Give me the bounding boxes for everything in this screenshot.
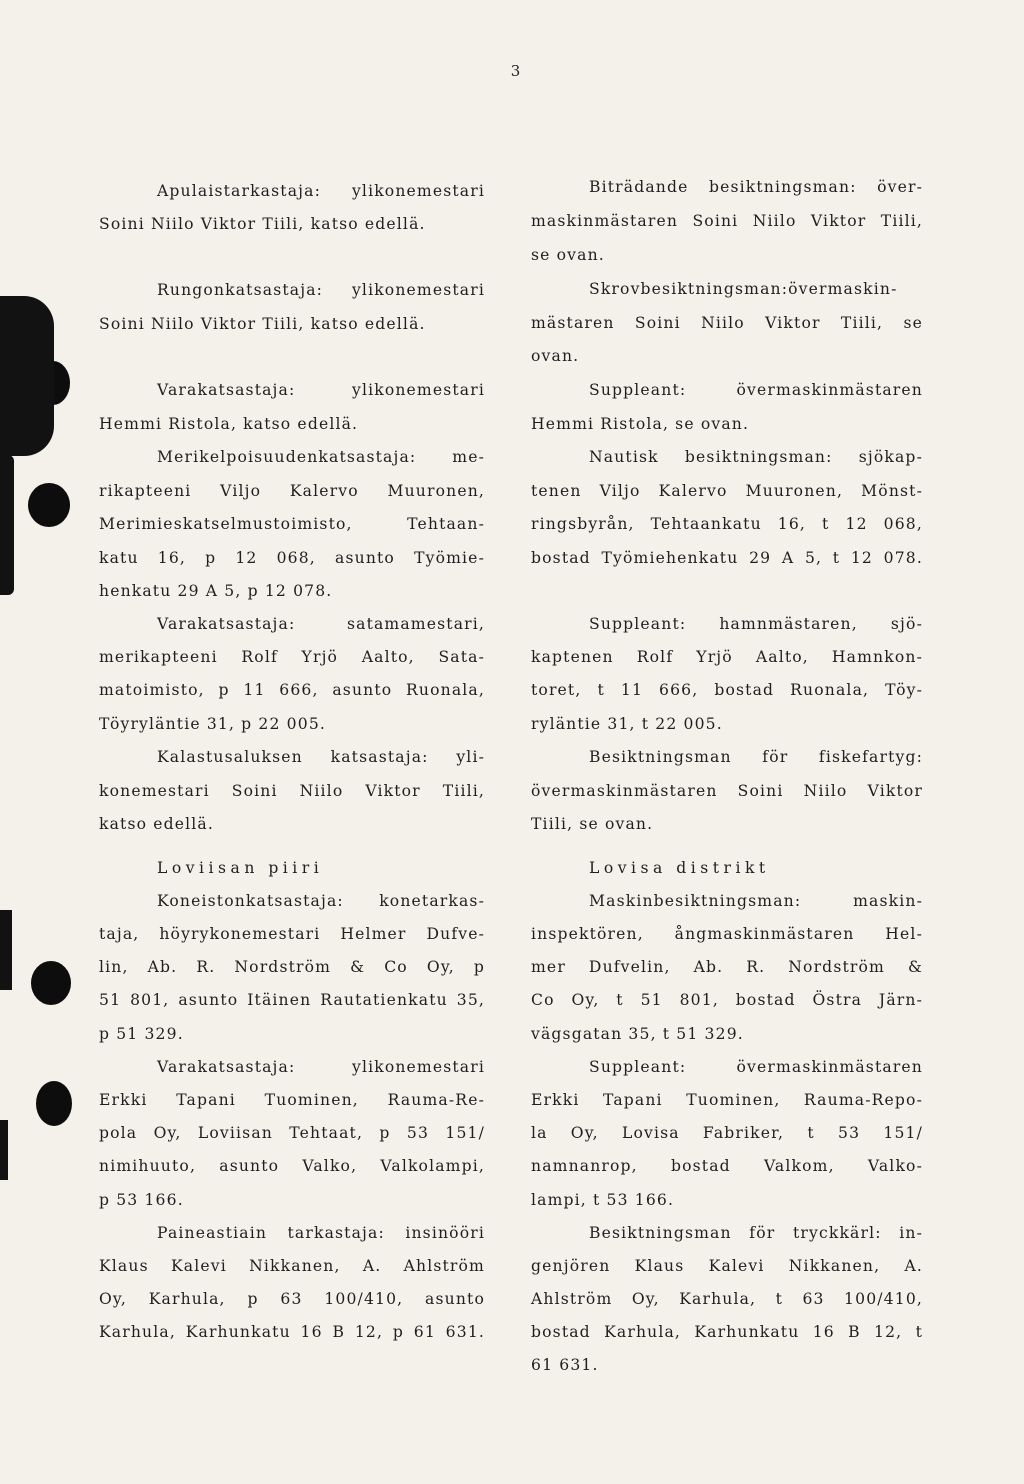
text-line: ringsbyrån, Tehtaankatu 16, t 12 068, xyxy=(531,515,923,533)
left-edge-mark xyxy=(0,455,14,595)
text-line: Maskinbesiktningsman: maskin- xyxy=(589,892,923,910)
text-line: Skrovbesiktningsman:övermaskin- xyxy=(589,280,898,298)
text-line: bostad Karhula, Karhunkatu 16 B 12, t xyxy=(531,1323,923,1341)
page-number: 3 xyxy=(510,62,522,80)
text-line: Töyryläntie 31, p 22 005. xyxy=(99,715,326,733)
text-line: nimihuuto, asunto Valko, Valkolampi, xyxy=(99,1157,485,1175)
text-line: Paineastiain tarkastaja: insinööri xyxy=(157,1224,485,1242)
text-line: Kalastusaluksen katsastaja: yli- xyxy=(157,748,485,766)
text-line: Besiktningsman för tryckkärl: in- xyxy=(589,1224,923,1242)
text-line: Soini Niilo Viktor Tiili, katso edellä. xyxy=(99,215,426,233)
punch-hole-4 xyxy=(36,1081,72,1126)
text-line: pola Oy, Loviisan Tehtaat, p 53 151/ xyxy=(99,1124,485,1142)
text-line: Biträdande besiktningsman: över- xyxy=(589,178,923,196)
text-line: maskinmästaren Soini Niilo Viktor Tiili, xyxy=(531,212,923,230)
text-line: genjören Klaus Kalevi Nikkanen, A. xyxy=(531,1257,923,1275)
text-line: merikapteeni Rolf Yrjö Aalto, Sata- xyxy=(99,648,485,666)
text-line: matoimisto, p 11 666, asunto Ruonala, xyxy=(99,681,485,699)
text-line: toret, t 11 666, bostad Ruonala, Töy- xyxy=(531,681,923,699)
text-line: Koneistonkatsastaja: konetarkas- xyxy=(157,892,485,910)
text-line: p 53 166. xyxy=(99,1191,184,1209)
text-line: Merikelpoisuudenkatsastaja: me- xyxy=(157,448,485,466)
text-line: vägsgatan 35, t 51 329. xyxy=(531,1025,744,1043)
text-line: Varakatsastaja: ylikonemestari xyxy=(157,381,485,399)
text-line: tenen Viljo Kalervo Muuronen, Mönst- xyxy=(531,482,923,500)
text-line: Nautisk besiktningsman: sjökap- xyxy=(589,448,923,466)
text-line: ovan. xyxy=(531,347,580,365)
text-line: Klaus Kalevi Nikkanen, A. Ahlström xyxy=(99,1257,485,1275)
text-line: Suppleant: hamnmästaren, sjö- xyxy=(589,615,923,633)
text-line: 61 631. xyxy=(531,1356,599,1374)
text-line: 51 801, asunto Itäinen Rautatienkatu 35, xyxy=(99,991,485,1009)
text-line: konemestari Soini Niilo Viktor Tiili, xyxy=(99,782,485,800)
text-line: Karhula, Karhunkatu 16 B 12, p 61 631. xyxy=(99,1323,485,1341)
text-line: mästaren Soini Niilo Viktor Tiili, se xyxy=(531,314,923,332)
text-line: Apulaistarkastaja: ylikonemestari xyxy=(157,182,485,200)
text-line: Soini Niilo Viktor Tiili, katso edellä. xyxy=(99,315,426,333)
text-line: p 51 329. xyxy=(99,1025,184,1043)
left-edge-mark xyxy=(0,1120,8,1180)
text-line: Suppleant: övermaskinmästaren xyxy=(589,381,923,399)
text-line: Rungonkatsastaja: ylikonemestari xyxy=(157,281,485,299)
text-line: la Oy, Lovisa Fabriker, t 53 151/ xyxy=(531,1124,923,1142)
text-line: Erkki Tapani Tuominen, Rauma-Re- xyxy=(99,1091,485,1109)
text-line: övermaskinmästaren Soini Niilo Viktor xyxy=(531,782,923,800)
text-line: se ovan. xyxy=(531,246,605,264)
text-line: namnanrop, bostad Valkom, Valko- xyxy=(531,1157,923,1175)
text-line: inspektören, ångmaskinmästaren Hel- xyxy=(531,925,923,943)
text-line: Varakatsastaja: satamamestari, xyxy=(157,615,485,633)
text-line: bostad Työmiehenkatu 29 A 5, t 12 078. xyxy=(531,549,923,567)
text-line: Merimieskatselmustoimisto, Tehtaan- xyxy=(99,515,485,533)
text-line: rikapteeni Viljo Kalervo Muuronen, xyxy=(99,482,485,500)
left-edge-mark xyxy=(0,910,12,990)
text-line: Tiili, se ovan. xyxy=(531,815,654,833)
text-line: ryläntie 31, t 22 005. xyxy=(531,715,723,733)
left-edge-mark xyxy=(0,296,54,456)
punch-hole-2 xyxy=(28,483,70,527)
text-line: mer Dufvelin, Ab. R. Nordström & xyxy=(531,958,923,976)
text-line: katu 16, p 12 068, asunto Työmie- xyxy=(99,549,485,567)
text-line: Besiktningsman för fiskefartyg: xyxy=(589,748,923,766)
text-line: taja, höyrykonemestari Helmer Dufve- xyxy=(99,925,485,943)
section-heading: Lovisa distrikt xyxy=(589,859,770,877)
text-line: Oy, Karhula, p 63 100/410, asunto xyxy=(99,1290,485,1308)
text-line: Co Oy, t 51 801, bostad Östra Järn- xyxy=(531,991,923,1009)
text-line: lampi, t 53 166. xyxy=(531,1191,675,1209)
text-line: Varakatsastaja: ylikonemestari xyxy=(157,1058,485,1076)
text-line: Hemmi Ristola, katso edellä. xyxy=(99,415,359,433)
section-heading: Loviisan piiri xyxy=(157,859,324,877)
text-line: Ahlström Oy, Karhula, t 63 100/410, xyxy=(531,1290,923,1308)
text-line: Suppleant: övermaskinmästaren xyxy=(589,1058,923,1076)
text-line: katso edellä. xyxy=(99,815,214,833)
text-line: lin, Ab. R. Nordström & Co Oy, p xyxy=(99,958,485,976)
punch-hole-3 xyxy=(31,961,71,1005)
text-line: Erkki Tapani Tuominen, Rauma-Repo- xyxy=(531,1091,923,1109)
text-line: henkatu 29 A 5, p 12 078. xyxy=(99,582,333,600)
text-line: Hemmi Ristola, se ovan. xyxy=(531,415,750,433)
text-line: kaptenen Rolf Yrjö Aalto, Hamnkon- xyxy=(531,648,923,666)
